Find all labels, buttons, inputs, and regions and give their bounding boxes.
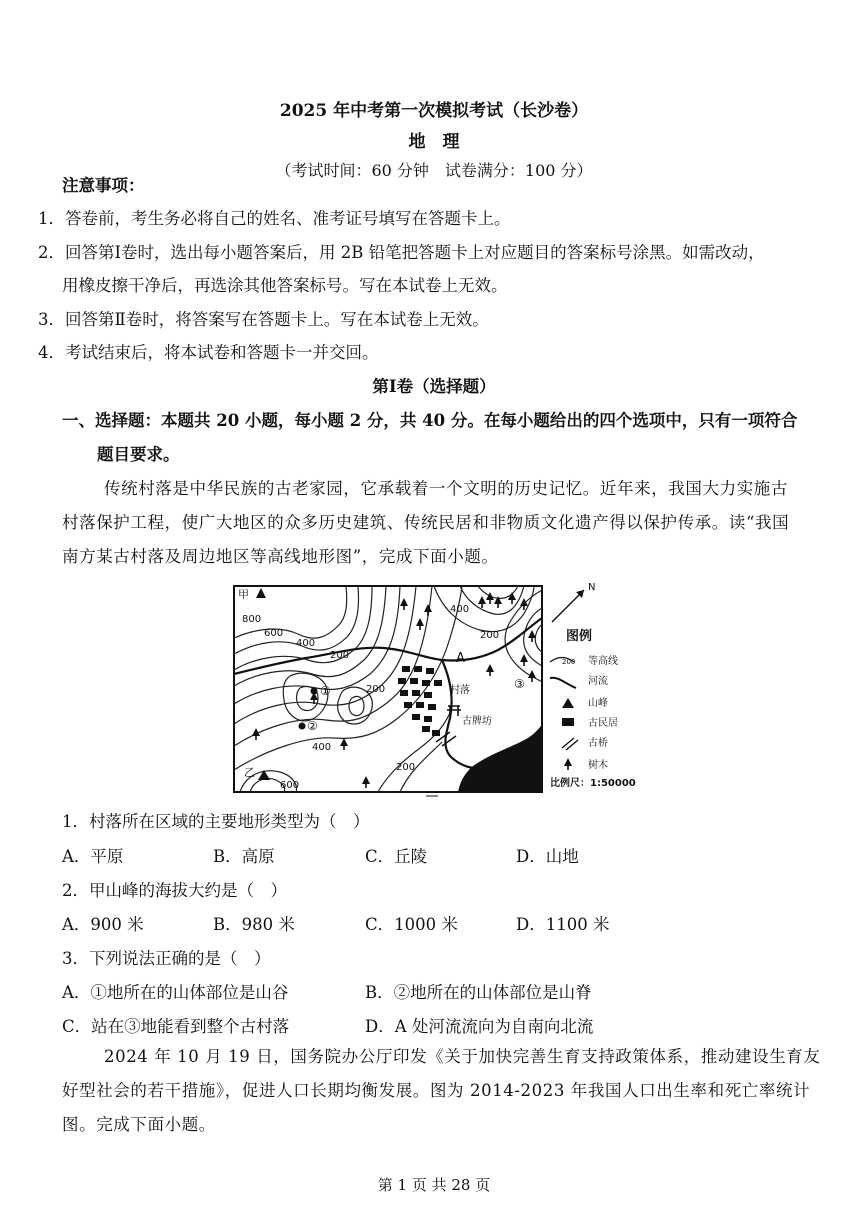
label-600b: 600 [280,780,300,791]
legend-river-icon [550,678,576,688]
legend-house-label: 古民居 [588,718,618,729]
question-1-option-c: C．丘陵 [365,847,428,866]
subject-title: 地 理 [408,132,460,152]
note-item-3: 3．回答第Ⅱ卷时，将答案写在答题卡上。写在本试卷上无效。 [38,310,489,329]
question-1-option-d: D．山地 [516,847,579,866]
label-point-1: ① [320,684,331,698]
label-village: 村落 [450,685,470,696]
label-arch: 古牌坊 [462,716,492,727]
question-2-option-a: A．900 米 [62,915,144,934]
passage1-line-3: 南方某古村落及周边地区等高线地形图”，完成下面小题。 [62,547,499,566]
legend-contour-label: 等高线 [588,656,618,667]
legend-title: 图例 [566,629,593,644]
label-point-3: ③ [514,677,525,691]
section-title: 第Ⅰ卷（选择题） [372,377,496,396]
label-600a: 600 [264,628,284,639]
question-1-option-b: B．高原 [213,847,275,866]
legend-tree-icon [564,758,572,770]
contour-map [228,578,658,800]
note-item-1: 1．答卷前，考生务必将自己的姓名、准考证号填写在答题卡上。 [38,209,511,228]
label-200d: 200 [396,762,416,773]
passage2-line-1: 2024 年 10 月 19 日，国务院办公厅印发《关于加快完善生育支持政策体系，推动建设生育友 [104,1047,821,1066]
note-item-2: 2．回答第Ⅰ卷时，选出每小题答案后，用 2B 铅笔把答题卡上对应题目的答案标号涂黑。如需改动， [38,243,765,262]
section-instruction-2: 题目要求。 [97,445,180,464]
notes-heading: 注意事项： [62,176,145,195]
north-arrow-icon [552,582,595,622]
label-200a: 200 [330,650,350,661]
question-3-stem: 3．下列说法正确的是（ ） [62,949,271,968]
question-2-option-b: B．980 米 [213,915,295,934]
question-3-option-c: C．站在③地能看到整个古村落 [62,1017,290,1036]
legend-peak-icon [562,698,574,708]
question-2-stem: 2．甲山峰的海拔大约是（ ） [62,881,287,900]
section-instruction-1: 一、选择题：本题共 20 小题，每小题 2 分，共 40 分。在每小题给出的四个选项中，只有一项符合 [62,411,798,430]
note-item-2-cont: 用橡皮擦干净后，再选涂其他答案标号。写在本试卷上无效。 [62,276,508,295]
question-3-option-b: B．②地所在的山体部位是山脊 [365,983,592,1002]
legend-bridge-icon [562,738,578,750]
question-2-option-c: C．1000 米 [365,915,458,934]
passage2-line-3: 图。完成下面小题。 [62,1115,216,1134]
question-1-stem: 1．村落所在区域的主要地形类型为（ ） [62,812,370,831]
label-jia: 甲 [238,588,249,601]
passage2-line-2: 好型社会的若干措施》，促进人口长期均衡发展。图为 2014-2023 年我国人口出生率和死亡率统计 [62,1081,811,1100]
label-north: N [588,582,596,593]
label-800: 800 [242,614,262,625]
passage1-line-1: 传统村落是中华民族的古老家园，它承载着一个文明的历史记忆。近年来，我国大力实施古 [104,479,788,498]
legend-scale: 比例尺：1:50000 [550,778,636,789]
legend-bridge-label: 古桥 [588,738,608,749]
legend-contour-sample: 200 [562,658,576,666]
page-number: 第 1 页 共 28 页 [377,1176,491,1194]
question-2-option-d: D．1100 米 [516,915,610,934]
exam-title: 2025 年中考第一次模拟考试（长沙卷） [279,101,589,121]
label-400a: 400 [296,638,316,649]
legend-house-icon [562,718,574,726]
question-3-option-a: A．①地所在的山体部位是山谷 [62,983,289,1002]
map-legend [550,628,636,789]
label-200b: 200 [480,630,500,641]
label-point-2: ② [307,719,318,733]
point-2-dot [299,723,306,730]
label-400b: 400 [450,604,470,615]
legend-river-label: 河流 [588,676,608,687]
note-item-4: 4．考试结束后，将本试卷和答题卡一并交回。 [38,343,379,362]
label-400c: 400 [312,742,332,753]
label-point-a: A [456,651,465,666]
question-3-option-d: D．A 处河流流向为自南向北流 [365,1017,594,1036]
label-200c: 200 [366,684,386,695]
label-yi: 乙 [244,766,255,779]
legend-tree-label: 树木 [588,760,608,771]
legend-peak-label: 山峰 [588,698,608,709]
point-1-dot [311,688,318,695]
exam-info: （考试时间：60 分钟 试卷满分：100 分） [275,161,593,180]
question-1-option-a: A．平原 [62,847,124,866]
passage1-line-2: 村落保护工程，使广大地区的众多历史建筑、传统民居和非物质文化遗产得以保护传承。读“我国 [62,513,790,532]
